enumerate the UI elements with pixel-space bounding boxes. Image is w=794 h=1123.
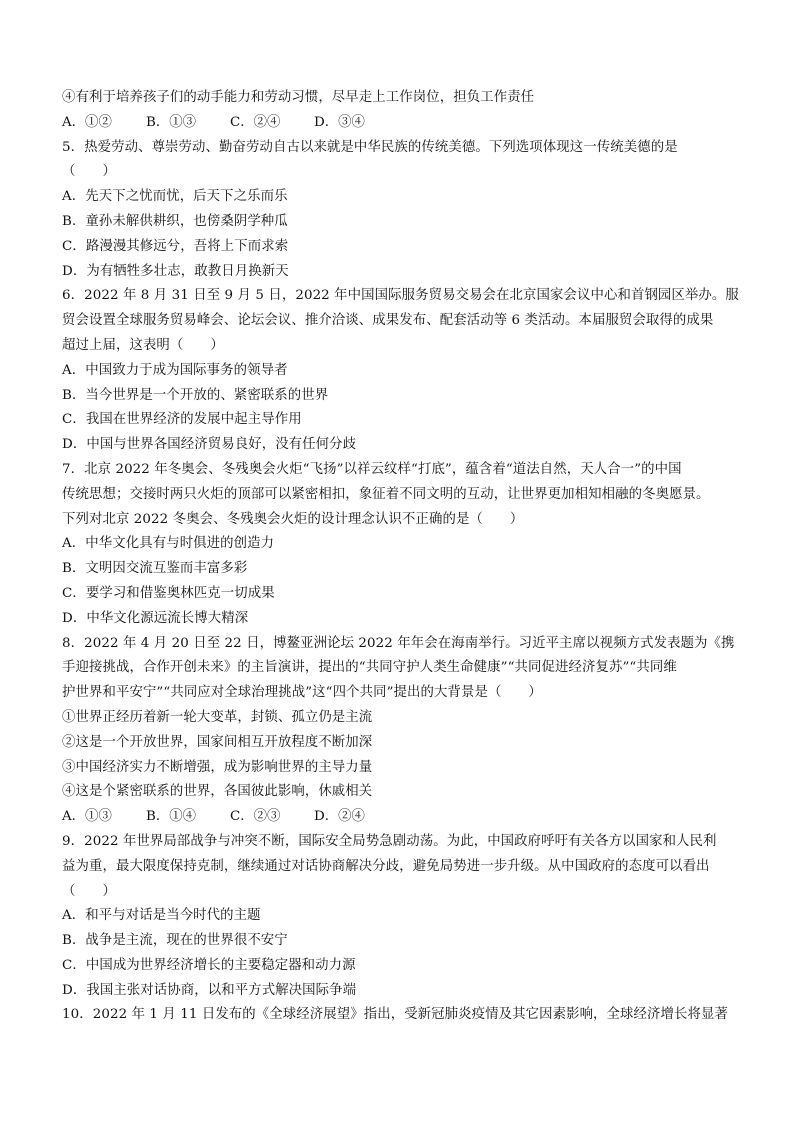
q5-option-b[interactable]: B．童孙未解供耕织，也傍桑阴学种瓜 bbox=[62, 213, 288, 229]
q6-stem-line: 6．2022 年 8 月 31 日至 9 月 5 日，2022 年中国国际服务贸易交易会在北京国家会议中心和首钢园区举办。服 bbox=[62, 288, 739, 304]
q7-option-c[interactable]: C．要学习和借鉴奥林匹克一切成果 bbox=[62, 585, 275, 601]
q8-option-d[interactable]: D．②④ bbox=[314, 809, 365, 825]
q8-item-1: ①世界正经历着新一轮大变革，封锁、孤立仍是主流 bbox=[62, 709, 373, 725]
q8-stem-line: 手迎接挑战，合作开创未来》的主旨演讲，提出的“共同守护人类生命健康”“共同促进经济复苏”“共同维 bbox=[62, 660, 677, 676]
q7-option-a[interactable]: A．中华文化具有与时俱进的创造力 bbox=[62, 536, 275, 552]
q5-option-a[interactable]: A．先天下之忧而忧，后天下之乐而乐 bbox=[62, 189, 288, 205]
q8-option-b[interactable]: B．①④ bbox=[146, 809, 197, 825]
q8-item-2: ②这是一个开放世界，国家间相互开放程度不断加深 bbox=[62, 734, 373, 750]
q8-item-3: ③中国经济实力不断增强，成为影响世界的主导力量 bbox=[62, 759, 373, 775]
q4-option-a[interactable]: A．①② bbox=[62, 114, 112, 130]
q6-option-b[interactable]: B．当今世界是一个开放的、紧密联系的世界 bbox=[62, 387, 329, 403]
q8-option-c[interactable]: C．②③ bbox=[230, 809, 281, 825]
q5-stem-line: 5．热爱劳动、尊崇劳动、勤奋劳动自古以来就是中华民族的传统美德。下列选项体现这一传统美德的是 bbox=[62, 139, 678, 155]
q9-option-d[interactable]: D．我国主张对话协商，以和平方式解决国际争端 bbox=[62, 982, 357, 998]
q9-option-c[interactable]: C．中国成为世界经济增长的主要稳定器和动力源 bbox=[62, 957, 356, 973]
q5-option-d[interactable]: D．为有牺牲多壮志，敢教日月换新天 bbox=[62, 263, 289, 279]
exam-page bbox=[62, 86, 738, 1028]
q9-stem-line: （ ） bbox=[62, 883, 116, 899]
q8-item-4: ④这是个紧密联系的世界，各国彼此影响，休戚相关 bbox=[62, 784, 373, 800]
q6-option-a[interactable]: A．中国致力于成为国际事务的领导者 bbox=[62, 362, 288, 378]
q6-stem-line: 贸会设置全球服务贸易峰会、论坛会议、推介洽谈、成果发布、配套活动等 6 类活动。本届服贸会取得的成果 bbox=[62, 313, 714, 329]
q5-stem-line: （ ） bbox=[62, 164, 116, 180]
q8-stem-line: 8．2022 年 4 月 20 日至 22 日，博鳌亚洲论坛 2022 年年会在海南举行。习近平主席以视频方式发表题为《携 bbox=[62, 635, 735, 651]
q9-option-b[interactable]: B．战争是主流，现在的世界很不安宁 bbox=[62, 933, 288, 949]
q7-stem-line: 下列对北京 2022 冬奥会、冬残奥会火炬的设计理念认识不正确的是（ ） bbox=[62, 511, 524, 527]
q7-option-d[interactable]: D．中华文化源远流长博大精深 bbox=[62, 610, 249, 626]
q6-option-c[interactable]: C．我国在世界经济的发展中起主导作用 bbox=[62, 412, 302, 428]
q6-stem-line: 超过上届，这表明（ ） bbox=[62, 337, 224, 353]
q9-stem-line: 9．2022 年世界局部战争与冲突不断，国际安全局势急剧动荡。为此，中国政府呼吁有关各方以国家和人民利 bbox=[62, 833, 717, 849]
q9-stem-line: 益为重，最大限度保持克制，继续通过对话协商解决分歧，避免局势进一步升级。从中国政府的态度可以看出 bbox=[62, 858, 710, 874]
q10-stem-line: 10．2022 年 1 月 11 日发布的《全球经济展望》指出，受新冠肺炎疫情及其它因素影响，全球经济增长将显著 bbox=[62, 1007, 728, 1023]
q7-stem-line: 7．北京 2022 年冬奥会、冬残奥会火炬“飞扬”以祥云纹样“打底”，蕴含着“道法自然，天人合一”的中国 bbox=[62, 461, 682, 477]
q8-option-a[interactable]: A．①③ bbox=[62, 809, 112, 825]
q7-stem-line: 传统思想；交接时两只火炬的顶部可以紧密相扣，象征着不同文明的互动，让世界更加相知相融的冬奥愿景。 bbox=[62, 486, 710, 502]
q9-option-a[interactable]: A．和平与对话是当今时代的主题 bbox=[62, 908, 261, 924]
q6-option-d[interactable]: D．中国与世界各国经济贸易良好，没有任何分歧 bbox=[62, 437, 357, 453]
q5-option-c[interactable]: C．路漫漫其修远兮，吾将上下而求索 bbox=[62, 238, 289, 254]
q4-option-c[interactable]: C．②④ bbox=[230, 114, 281, 130]
q4-option-b[interactable]: B．①③ bbox=[146, 114, 197, 130]
q4-options bbox=[62, 111, 738, 136]
q8-stem-line: 护世界和平安宁”“共同应对全球治理挑战”这“四个共同”提出的大背景是（ ） bbox=[62, 685, 542, 701]
q4-item-4: ④有利于培养孩子们的动手能力和劳动习惯，尽早走上工作岗位，担负工作责任 bbox=[62, 90, 535, 105]
q8-options bbox=[62, 805, 738, 830]
q7-option-b[interactable]: B．文明因交流互鉴而丰富多彩 bbox=[62, 561, 248, 577]
q4-option-d[interactable]: D．③④ bbox=[314, 114, 365, 130]
